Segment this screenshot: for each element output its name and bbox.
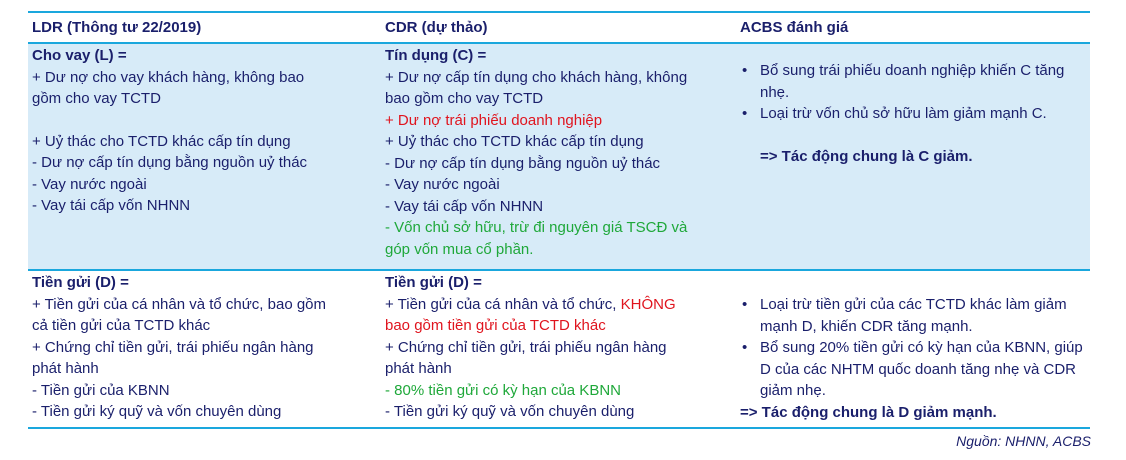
source-note: Nguồn: NHNN, ACBS [956,433,1091,449]
header-cdr: CDR (dự thảo) [385,18,488,36]
cdr-deposits-title: Tiền gửi (D) = [385,274,482,291]
ldr-loans-line: - Vay tái cấp vốn NHNN [32,197,191,214]
cdr-deposits-line-1 [385,294,728,316]
ldr-loans-line: gồm cho vay TCTD [32,90,161,107]
ldr-deposits-line: + Tiền gửi của cá nhân và tổ chức, bao gồm [32,295,327,313]
cdr-credit-line-equity: - Vốn chủ sở hữu, trừ đi nguyên giá TSCĐ và [385,219,688,236]
ldr-deposits-cell [28,271,381,427]
cdr-deposits-line: - Tiền gửi ký quỹ và vốn chuyên dùng [385,403,635,420]
ldr-deposits-line: phát hành [32,360,99,377]
table-row-deposits [28,269,1090,429]
ldr-deposits-line: cả tiền gửi của TCTD khác [32,317,211,334]
bullet-item: • Bổ sung 20% tiền gửi có kỳ hạn của KBNN, giúp D của các NHTM quốc doanh tăng nhẹ và CDR giảm nhẹ. [740,337,1086,402]
ldr-loans-line: - Vay nước ngoài [32,175,147,193]
cdr-deposits-line-kbnn: - 80% tiền gửi có kỳ hạn của KBNN [385,381,621,399]
bullet-item: • Bổ sung trái phiếu doanh nghiệp khiến C tăng nhẹ. [740,60,1086,103]
cdr-deposits-prefix: + Tiền gửi của cá nhân và tổ chức, [385,295,621,313]
cdr-credit-cell [381,44,732,269]
comparison-table [28,11,1090,429]
header-ldr: LDR (Thông tư 22/2019) [32,18,202,36]
cdr-credit-line: bao gồm cho vay TCTD [385,90,544,107]
ldr-deposits-line: - Tiền gửi của KBNN [32,381,170,399]
ldr-loans-line: + Uỷ thác cho TCTD khác cấp tín dụng [32,132,291,150]
ldr-deposits-line: - Tiền gửi ký quỹ và vốn chuyên dùng [32,403,282,420]
spacer [740,272,1086,294]
spacer [740,125,1086,146]
ldr-deposits-title: Tiền gửi (D) = [32,274,129,291]
bullet-item: • Loại trừ tiền gửi của các TCTD khác làm giảm mạnh D, khiến CDR tăng mạnh. [740,294,1086,337]
cdr-credit-title: Tín dụng (C) = [385,47,487,64]
acbs-credit-assessment [732,44,1090,269]
table-row-loans [28,42,1090,269]
acbs-deposit-assessment [732,271,1090,427]
ldr-loans-cell [28,44,381,269]
cdr-credit-line: - Vay nước ngoài [385,176,500,193]
ldr-loans-line: + Dư nợ cho vay khách hàng, không bao [32,68,305,86]
bullet-item: • Loại trừ vốn chủ sở hữu làm giảm mạnh C. [740,103,1086,125]
acbs-deposit-bullets [740,294,1086,402]
cdr-deposits-cell [381,271,732,427]
cdr-deposits-line: phát hành [385,360,452,377]
cdr-deposits-exclusion: KHÔNG [620,295,676,313]
cdr-credit-line: + Uỷ thác cho TCTD khác cấp tín dụng [385,133,644,150]
table-header [28,13,1090,42]
spacer [740,45,1086,60]
cdr-credit-line-equity: góp vốn mua cổ phần. [385,240,534,258]
spacer [32,110,377,131]
acbs-credit-bullets [740,60,1086,125]
ldr-loans-title: Cho vay (L) = [32,47,127,64]
ldr-deposits-line: + Chứng chỉ tiền gửi, trái phiếu ngân hàng [32,338,314,356]
acbs-deposit-conclusion: => Tác động chung là D giảm mạnh. [740,403,997,421]
cdr-credit-line: - Dư nợ cấp tín dụng bằng nguồn uỷ thác [385,154,661,172]
cdr-credit-line-added: + Dư nợ trái phiếu doanh nghiệp [385,111,603,129]
acbs-credit-conclusion: => Tác động chung là C giảm. [760,147,973,165]
cdr-deposits-line: + Chứng chỉ tiền gửi, trái phiếu ngân hàng [385,338,667,356]
cdr-deposits-exclusion-line: bao gồm tiền gửi của TCTD khác [385,317,606,334]
cdr-credit-line: - Vay tái cấp vốn NHNN [385,197,544,215]
header-acbs: ACBS đánh giá [740,18,849,36]
ldr-loans-line: - Dư nợ cấp tín dụng bằng nguồn uỷ thác [32,154,308,171]
cdr-credit-line: + Dư nợ cấp tín dụng cho khách hàng, không [385,68,688,86]
